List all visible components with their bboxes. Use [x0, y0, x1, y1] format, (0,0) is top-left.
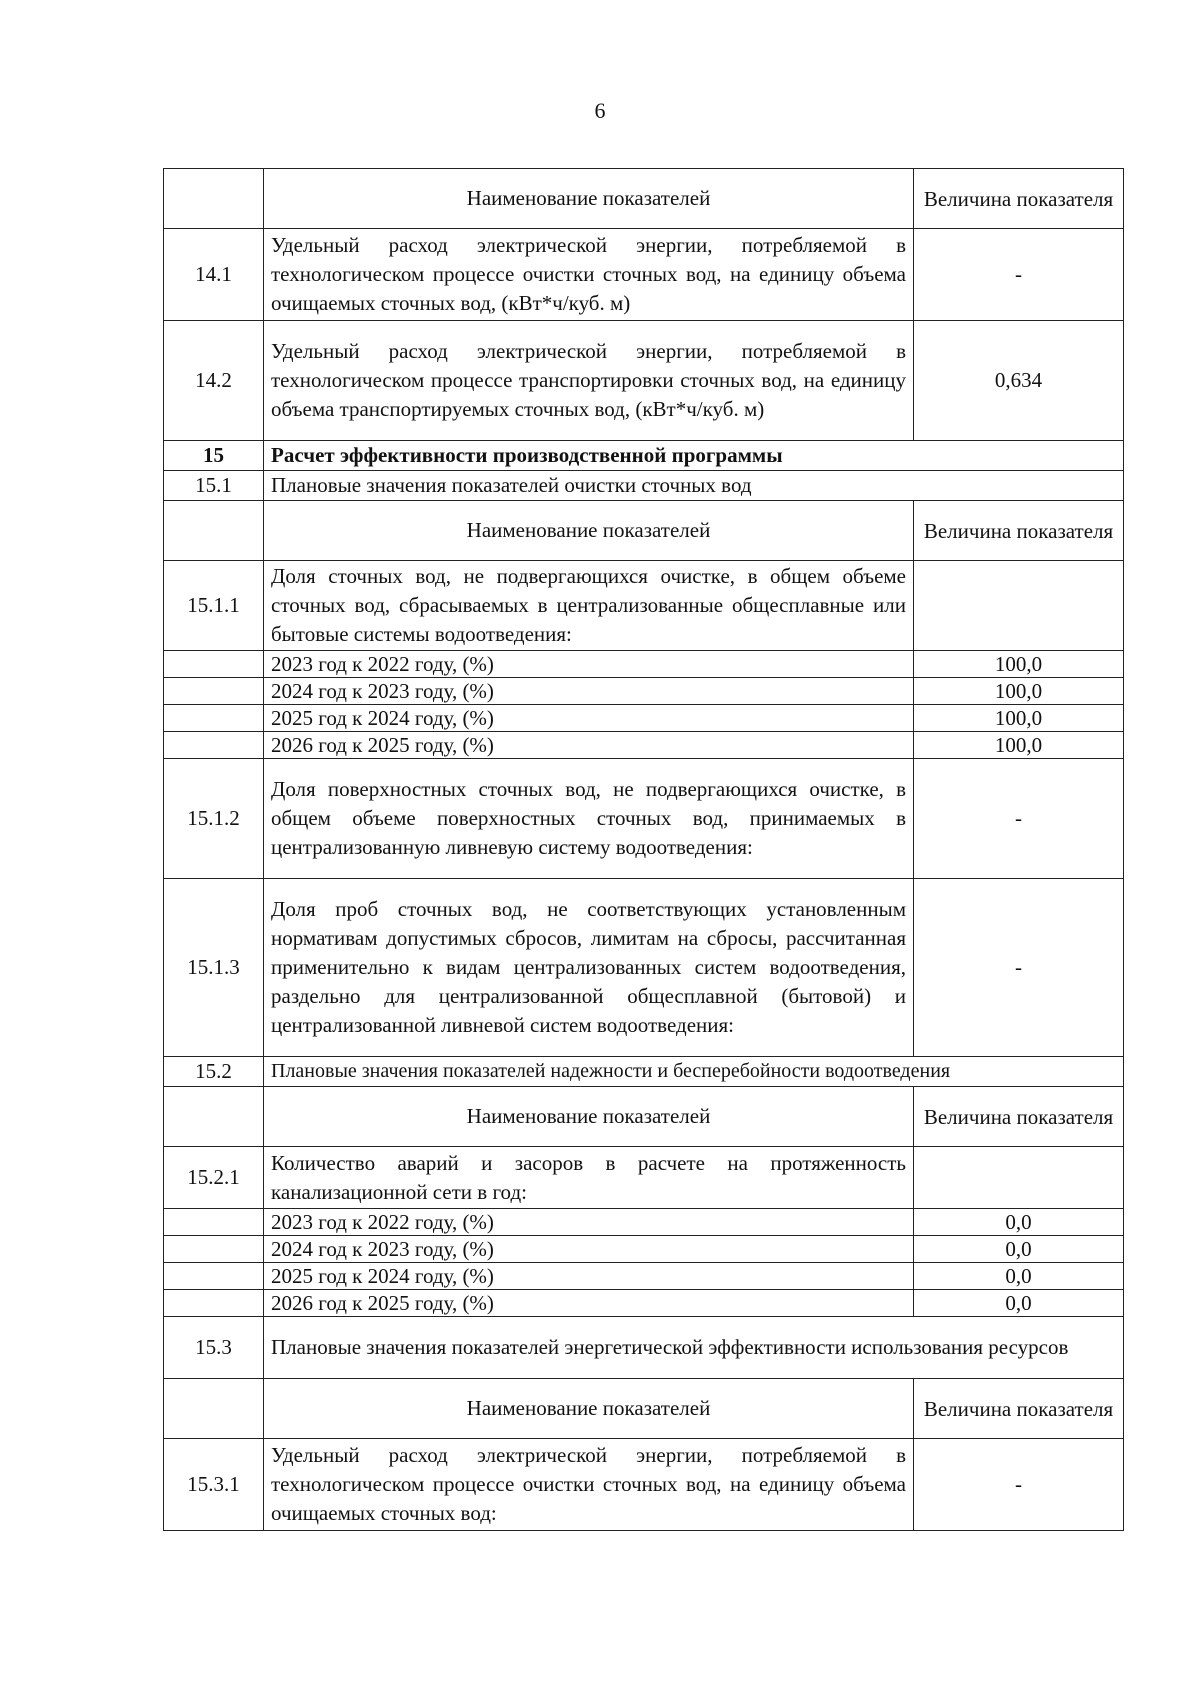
row-value: 0,634	[914, 321, 1124, 441]
row-text: Удельный расход электрической энергии, потребляемой в технологическом процессе очистки сточных вод, на единицу объема очищаемых сточных вод:	[264, 1439, 914, 1531]
row-text: 2024 год к 2023 году, (%)	[264, 1236, 914, 1263]
row-text: 2023 год к 2022 году, (%)	[264, 651, 914, 678]
year-row	[164, 1236, 1124, 1263]
row-number	[164, 732, 264, 759]
subsection-title: Плановые значения показателей энергетической эффективности использования ресурсов	[264, 1317, 1124, 1379]
row-number: 15.1.3	[164, 879, 264, 1057]
row-number: 14.2	[164, 321, 264, 441]
row-number	[164, 1236, 264, 1263]
row-number: 14.1	[164, 229, 264, 321]
row-text: 2023 год к 2022 году, (%)	[264, 1209, 914, 1236]
row-number: 15.2.1	[164, 1147, 264, 1209]
row-value: 0,0	[914, 1209, 1124, 1236]
section-row	[164, 441, 1124, 471]
table-row	[164, 759, 1124, 879]
year-row	[164, 732, 1124, 759]
table-row	[164, 1439, 1124, 1531]
header-value: Величина показателя	[914, 169, 1124, 229]
header-name: Наименование показателей	[264, 1379, 914, 1439]
subsection-title: Плановые значения показателей очистки сточных вод	[264, 471, 1124, 501]
section-number: 15	[164, 441, 264, 471]
subsection-title: Плановые значения показателей надежности и бесперебойности водоотведения	[264, 1057, 1124, 1087]
table-header-row	[164, 1379, 1124, 1439]
subsection-number: 15.1	[164, 471, 264, 501]
row-number	[164, 705, 264, 732]
year-row	[164, 1290, 1124, 1317]
row-number	[164, 1263, 264, 1290]
header-name: Наименование показателей	[264, 1087, 914, 1147]
header-name: Наименование показателей	[264, 169, 914, 229]
row-value	[914, 1147, 1124, 1209]
row-number: 15.1.1	[164, 561, 264, 651]
row-text: Удельный расход электрической энергии, потребляемой в технологическом процессе очистки сточных вод, на единицу объема очищаемых сточных вод, (кВт*ч/куб. м)	[264, 229, 914, 321]
row-value: -	[914, 1439, 1124, 1531]
table-row	[164, 561, 1124, 651]
row-text: 2026 год к 2025 году, (%)	[264, 732, 914, 759]
header-num-cell	[164, 1087, 264, 1147]
header-num-cell	[164, 1379, 264, 1439]
table-header-row	[164, 1087, 1124, 1147]
row-text: 2026 год к 2025 году, (%)	[264, 1290, 914, 1317]
row-value: -	[914, 229, 1124, 321]
year-row	[164, 1209, 1124, 1236]
row-text: Доля проб сточных вод, не соответствующих установленным нормативам допустимых сбросов, лимитам на сбросы, рассчитанная применительно к видам централизованных систем водоотведения, раздельно для централизованной общесплавной (бытовой) и централизованной ливневой систем водоотведения:	[264, 879, 914, 1057]
row-value: 0,0	[914, 1263, 1124, 1290]
row-number	[164, 1209, 264, 1236]
row-value: 0,0	[914, 1290, 1124, 1317]
subsection-row	[164, 1317, 1124, 1379]
header-num-cell	[164, 501, 264, 561]
year-row	[164, 651, 1124, 678]
row-text: Доля сточных вод, не подвергающихся очистке, в общем объеме сточных вод, сбрасываемых в централизованные общесплавные или бытовые системы водоотведения:	[264, 561, 914, 651]
header-value: Величина показателя	[914, 501, 1124, 561]
row-number	[164, 678, 264, 705]
row-number: 15.1.2	[164, 759, 264, 879]
indicators-table	[163, 168, 1124, 1531]
subsection-row	[164, 1057, 1124, 1087]
row-text: Удельный расход электрической энергии, потребляемой в технологическом процессе транспортировки сточных вод, на единицу объема транспортируемых сточных вод, (кВт*ч/куб. м)	[264, 321, 914, 441]
row-value: -	[914, 879, 1124, 1057]
table-row	[164, 1147, 1124, 1209]
row-text: Количество аварий и засоров в расчете на протяженность канализационной сети в год:	[264, 1147, 914, 1209]
table-row	[164, 879, 1124, 1057]
subsection-number: 15.3	[164, 1317, 264, 1379]
table-header-row	[164, 501, 1124, 561]
year-row	[164, 705, 1124, 732]
year-row	[164, 1263, 1124, 1290]
page-number: 6	[594, 98, 606, 123]
subsection-row	[164, 471, 1124, 501]
row-number	[164, 651, 264, 678]
row-text: 2025 год к 2024 году, (%)	[264, 705, 914, 732]
header-name: Наименование показателей	[264, 501, 914, 561]
row-number	[164, 1290, 264, 1317]
row-value: 100,0	[914, 678, 1124, 705]
section-title: Расчет эффективности производственной программы	[264, 441, 1124, 471]
row-text: 2024 год к 2023 году, (%)	[264, 678, 914, 705]
row-value: 0,0	[914, 1236, 1124, 1263]
table-row	[164, 321, 1124, 441]
row-value: 100,0	[914, 732, 1124, 759]
row-value	[914, 561, 1124, 651]
row-value: -	[914, 759, 1124, 879]
year-row	[164, 678, 1124, 705]
header-value: Величина показателя	[914, 1087, 1124, 1147]
row-text: 2025 год к 2024 году, (%)	[264, 1263, 914, 1290]
subsection-number: 15.2	[164, 1057, 264, 1087]
table-row	[164, 229, 1124, 321]
row-text: Доля поверхностных сточных вод, не подвергающихся очистке, в общем объеме поверхностных сточных вод, принимаемых в централизованную ливневую систему водоотведения:	[264, 759, 914, 879]
row-value: 100,0	[914, 705, 1124, 732]
table-header-row	[164, 169, 1124, 229]
header-num-cell	[164, 169, 264, 229]
header-value: Величина показателя	[914, 1379, 1124, 1439]
row-value: 100,0	[914, 651, 1124, 678]
row-number: 15.3.1	[164, 1439, 264, 1531]
